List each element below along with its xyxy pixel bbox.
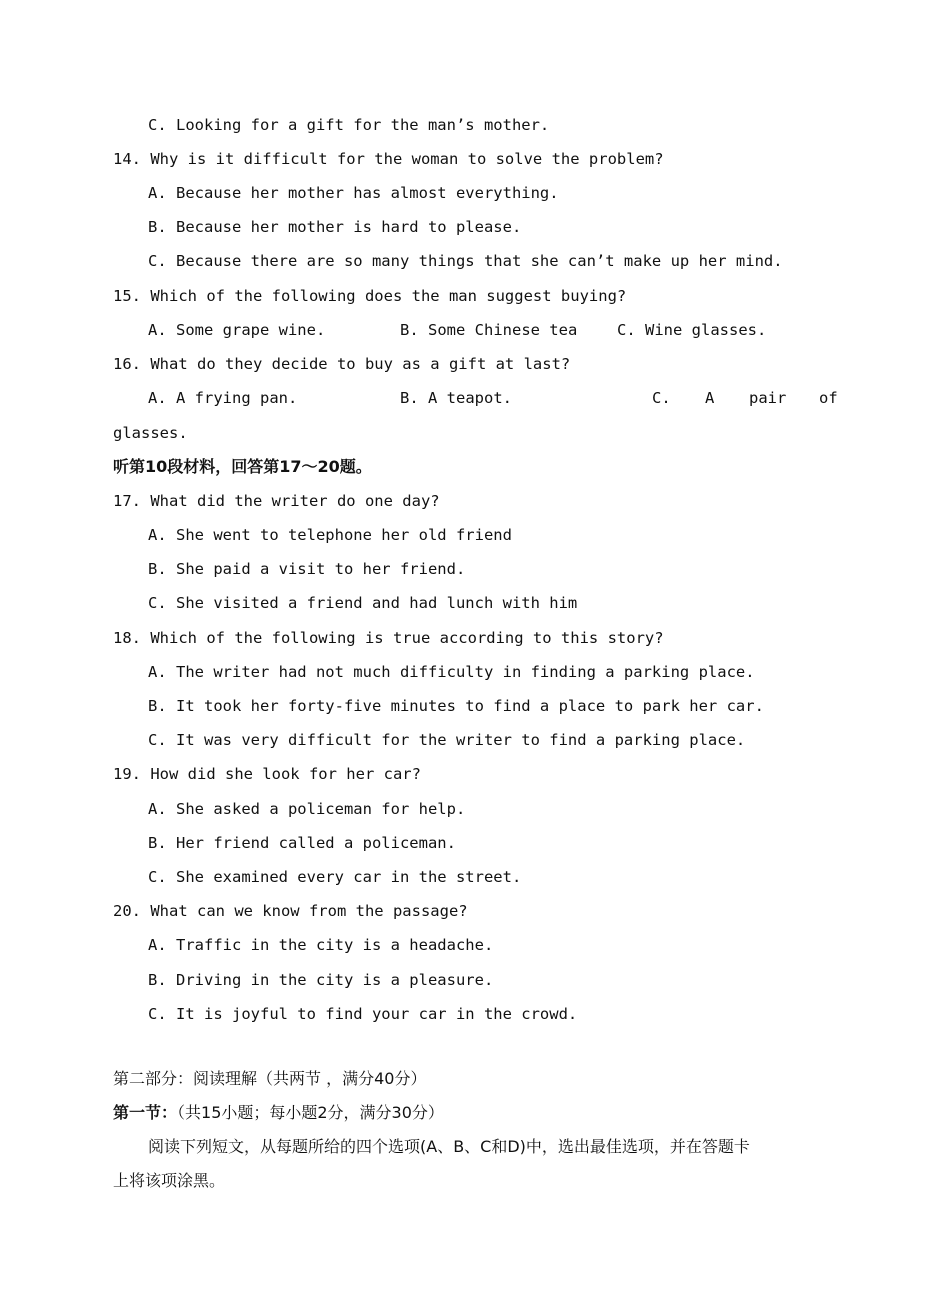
q14-option-b: B. Because her mother is hard to please.: [148, 218, 522, 236]
q15-option-b: B. Some Chinese tea: [400, 321, 578, 339]
question-17: 17. What did the writer do one day?: [113, 492, 440, 510]
question-16: 16. What do they decide to buy as a gift at last?: [113, 355, 571, 373]
q13-option-c: C. Looking for a gift for the man’s mother.: [148, 116, 550, 134]
q14-option-c: C. Because there are so many things that she can’t make up her mind.: [148, 252, 783, 270]
q16-option-a: A. A frying pan.: [148, 389, 298, 407]
part-two-heading: 第二部分：阅读理解（共两节 ，满分40分）: [113, 1069, 427, 1088]
q18-option-a: A. The writer had not much difficulty in finding a parking place.: [148, 663, 755, 681]
question-14: 14. Why is it difficult for the woman to solve the problem?: [113, 150, 664, 168]
question-19: 19. How did she look for her car?: [113, 765, 421, 783]
q17-option-a: A. She went to telephone her old friend: [148, 526, 512, 544]
q19-option-c: C. She examined every car in the street.: [148, 868, 522, 886]
q16-option-c-word1: A: [705, 389, 715, 407]
q19-option-b: B. Her friend called a policeman.: [148, 834, 456, 852]
q18-option-b: B. It took her forty-five minutes to find a place to park her car.: [148, 697, 764, 715]
instruction-line-1: 阅读下列短文，从每题所给的四个选项(A、B、C和D)中，选出最佳选项，并在答题卡: [148, 1137, 750, 1156]
q20-option-b: B. Driving in the city is a pleasure.: [148, 971, 494, 989]
q15-option-c: C. Wine glasses.: [617, 321, 767, 339]
q14-option-a: A. Because her mother has almost everything.: [148, 184, 559, 202]
q15-option-a: A. Some grape wine.: [148, 321, 326, 339]
question-20: 20. What can we know from the passage?: [113, 902, 468, 920]
question-15: 15. Which of the following does the man suggest buying?: [113, 287, 627, 305]
q16-option-c-word4: glasses.: [113, 424, 188, 442]
q16-option-b: B. A teapot.: [400, 389, 512, 407]
q20-option-c: C. It is joyful to find your car in the crowd.: [148, 1005, 578, 1023]
q17-option-b: B. She paid a visit to her friend.: [148, 560, 466, 578]
section-one-heading: [113, 1103, 444, 1123]
q17-option-c: C. She visited a friend and had lunch with him: [148, 594, 578, 612]
instruction-line-2: 上将该项涂黑。: [113, 1171, 226, 1190]
q16-option-c-letter: C.: [652, 389, 671, 407]
q18-option-c: C. It was very difficult for the writer to find a parking place.: [148, 731, 746, 749]
section-heading-10: 听第10段材料，回答第17～20题。: [113, 457, 372, 476]
question-18: 18. Which of the following is true according to this story?: [113, 629, 664, 647]
q20-option-a: A. Traffic in the city is a headache.: [148, 936, 494, 954]
q16-option-c-word3: of: [819, 389, 838, 407]
q19-option-a: A. She asked a policeman for help.: [148, 800, 466, 818]
section-one-details: （共15小题；每小题2分，满分30分）: [177, 1103, 444, 1122]
q16-option-c-word2: pair: [749, 389, 787, 407]
section-one-label: 第一节：: [113, 1103, 178, 1122]
